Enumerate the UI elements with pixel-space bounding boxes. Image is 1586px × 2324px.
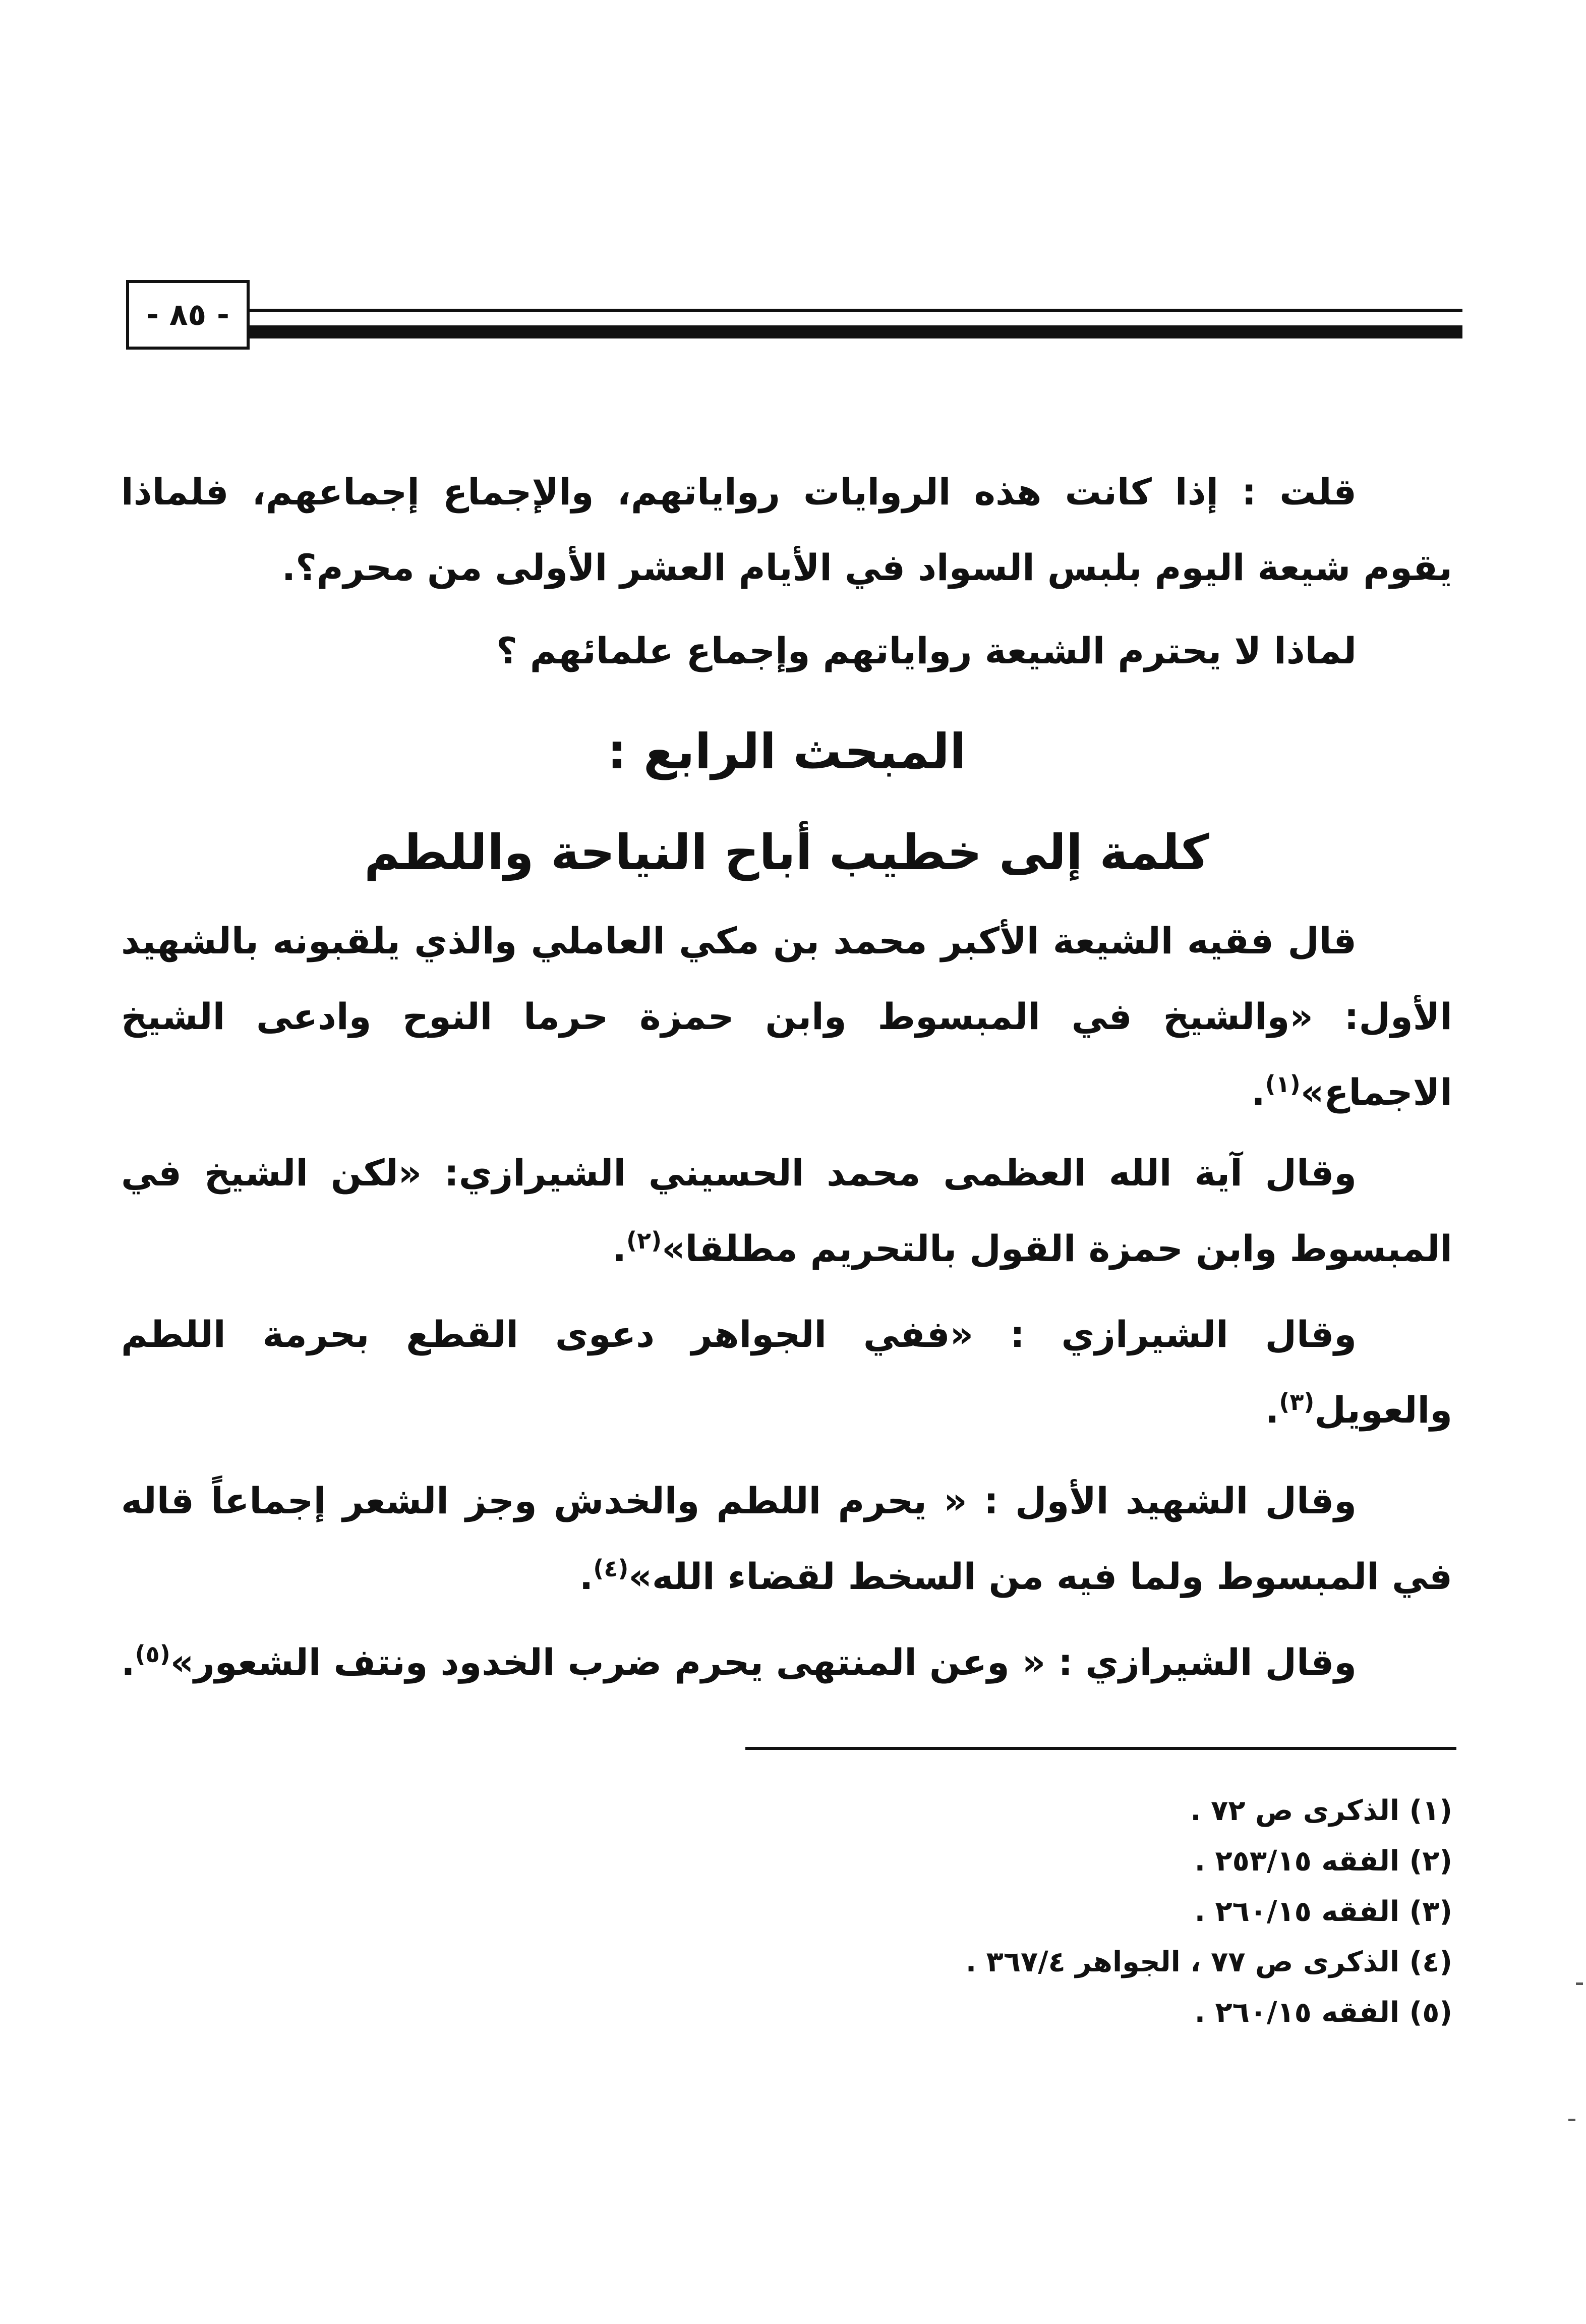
quote-end: .: [1251, 1071, 1265, 1113]
quote-paragraph-2: [121, 1135, 1452, 1286]
footnote-ref: (٤): [593, 1555, 629, 1582]
quote-text: وقال الشهيد الأول : « يحرم اللطم والخدش وجز الشعر إجماعاً قاله في المبسوط ولما فيه من السخط لقضاء الله»: [121, 1480, 1452, 1598]
page-number: [126, 280, 250, 350]
quote-end: .: [121, 1641, 135, 1683]
footnote-separator: [745, 1747, 1456, 1750]
footnote-item: (٢) الفقه ٢٥٣/١٥ .: [1194, 1845, 1452, 1878]
scan-mark: [1576, 1982, 1583, 1985]
quote-text: وقال الشيرازي : « وعن المنتهى يحرم ضرب الخدود ونتف الشعور»: [170, 1641, 1357, 1683]
quote-text: قال فقيه الشيعة الأكبر محمد بن مكي العاملي والذي يلقبونه بالشهيد الأول: «والشيخ في المبسوط وابن حمزة حرما النوح وادعى الشيخ الاجماع»: [121, 920, 1452, 1113]
footnote-item: (٣) الفقه ٢٦٠/١٥ .: [1194, 1895, 1452, 1928]
quote-paragraph-3: [121, 1296, 1452, 1448]
header-rule-thin: [250, 309, 1462, 312]
footnotes: [555, 1786, 1452, 2038]
quote-paragraph-5: [121, 1624, 1452, 1700]
quote-text: وقال الشيرازي : «ففي الجواهر دعوى القطع بحرمة اللطم والعويل: [121, 1313, 1452, 1431]
paragraph-text: لماذا لا يحترم الشيعة رواياتهم وإجماع علمائهم ؟: [496, 630, 1357, 672]
quote-paragraph-1: [121, 903, 1452, 1130]
footnote-item: (٤) الذكرى ص ٧٧ ، الجواهر ٣٦٧/٤ .: [965, 1946, 1452, 1978]
quote-end: .: [1265, 1389, 1279, 1431]
quote-paragraph-4: [121, 1463, 1452, 1614]
footnote-ref: (٥): [135, 1640, 170, 1668]
footnote-ref: (٢): [626, 1227, 662, 1254]
quote-end: .: [612, 1227, 626, 1270]
section-subtitle-text: كلمة إلى خطيب أباح النياحة واللطم: [364, 824, 1209, 881]
paragraph-question: [121, 454, 1452, 605]
header-rule-thick: [250, 325, 1462, 338]
page-number-text: - ٨٥ -: [146, 297, 229, 332]
paragraph-text: قلت : إذا كانت هذه الروايات رواياتهم، والإجماع إجماعهم، فلماذا يقوم شيعة اليوم بلبس السواد في الأيام العشر الأولى من محرم؟.: [121, 471, 1452, 589]
footnote-ref: (٣): [1279, 1388, 1315, 1415]
footnote-item: (٥) الفقه ٢٦٠/١٥ .: [1194, 1996, 1452, 2029]
section-title-text: المبحث الرابع :: [607, 723, 966, 780]
scan-mark: [1568, 2119, 1575, 2121]
section-subtitle: [121, 807, 1452, 898]
section-title: [121, 706, 1452, 797]
paragraph-why: [121, 613, 1452, 689]
quote-end: .: [579, 1555, 594, 1598]
quote-text: وقال آية الله العظمى محمد الحسيني الشيرازي: «لكن الشيخ في المبسوط وابن حمزة القول بالتحريم مطلقا»: [121, 1152, 1452, 1270]
footnote-ref: (١): [1265, 1070, 1301, 1098]
footnote-item: (١) الذكرى ص ٧٢ .: [1190, 1794, 1452, 1827]
